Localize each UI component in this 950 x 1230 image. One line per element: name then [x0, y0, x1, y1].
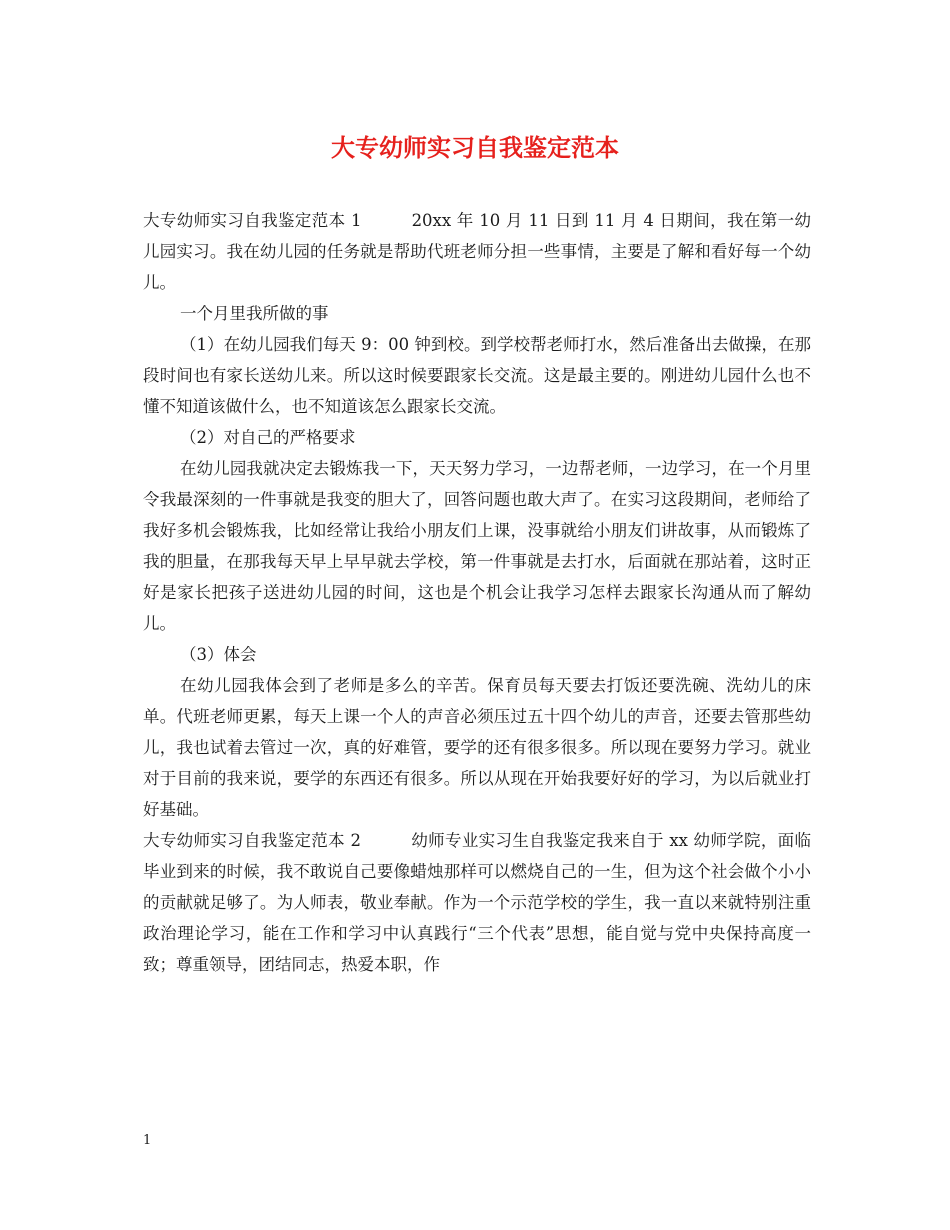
paragraph-2: （1）在幼儿园我们每天 9：00 钟到校。到学校帮老师打水，然后准备出去做操，在那段时间也有家长送幼儿来。所以这时候要跟家长交流。这是最主要的。刚进幼儿园什么也不懂不知道该做什么，也不知道该怎么跟家长交流。 — [143, 335, 811, 416]
section2-intro-paragraph — [143, 825, 811, 980]
paragraph-5: （3）体会 — [180, 645, 257, 664]
paragraph-3: （2）对自己的严格要求 — [180, 428, 356, 447]
document-body — [143, 205, 811, 980]
section2-intro: 幼师专业实习生自我鉴定我来自于 xx 幼师学院，面临毕业到来的时候，我不敢说自己要像蜡烛那样可以燃烧自己的一生，但为这个社会做个小小的贡献就足够了。为人师表，敬业奉献。作为一个示范学校的学生，我一直以来就特别注重政治理论学习，能在工作和学习中认真践行“三个代表”思想，能自觉与党中央保持高度一致；尊重领导，团结同志，热爱本职，作 — [143, 831, 811, 974]
section1-intro-paragraph — [143, 205, 811, 298]
section2-heading: 大专幼师实习自我鉴定范本 2 — [143, 831, 362, 850]
paragraph-6: 在幼儿园我体会到了老师是多么的辛苦。保育员每天要去打饭还要洗碗、洗幼儿的床单。代班老师更累，每天上课一个人的声音必须压过五十四个幼儿的声音，还要去管那些幼儿，我也试着去管过一次，真的好难管，要学的还有很多很多。所以现在要努力学习。就业对于目前的我来说，要学的东西还有很多。所以从现在开始我要好好的学习，为以后就业打好基础。 — [143, 676, 811, 819]
paragraph-4: 在幼儿园我就决定去锻炼我一下，天天努力学习，一边帮老师，一边学习，在一个月里令我最深刻的一件事就是我变的胆大了，回答问题也敢大声了。在实习这段期间，老师给了我好多机会锻炼我，比如经常让我给小朋友们上课，没事就给小朋友们讲故事，从而锻炼了我的胆量，在那我每天早上早早就去学校，第一件事就是去打水，后面就在那站着，这时正好是家长把孩子送进幼儿园的时间，这也是个机会让我学习怎样去跟家长沟通从而了解幼儿。 — [143, 459, 811, 633]
section1-heading: 大专幼师实习自我鉴定范本 1 — [143, 211, 362, 230]
paragraph-1: 一个月里我所做的事 — [180, 304, 329, 323]
document-title: 大专幼师实习自我鉴定范本 — [331, 133, 619, 162]
section1-intro: 20xx 年 10 月 11 日到 11 月 4 日期间，我在第一幼儿园实习。我在幼儿园的任务就是帮助代班老师分担一些事情，主要是了解和看好每一个幼儿。 — [143, 211, 811, 292]
page-number: 1 — [143, 1133, 152, 1148]
